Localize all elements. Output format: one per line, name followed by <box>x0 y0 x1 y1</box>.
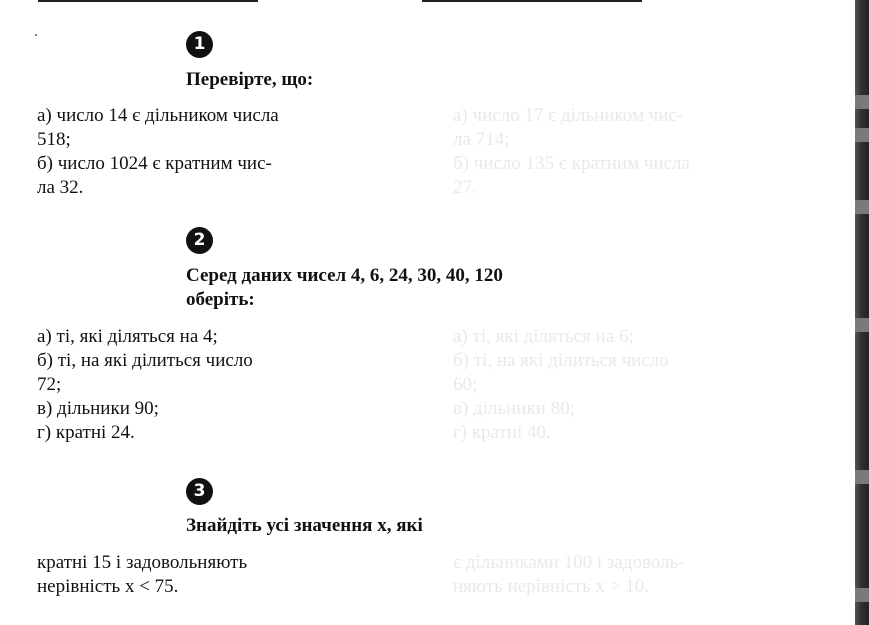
task-1-left-line: а) число 14 є дільником числа <box>37 105 279 126</box>
task-2-right-line: а) ті, які діляться на 6; <box>453 326 634 347</box>
task-1-right-column-faded <box>453 104 803 200</box>
task-1-left-line: 518; <box>37 129 71 150</box>
task-1-left-line: ла 32. <box>37 177 84 198</box>
task-3-right-line: є дільниками 100 і задоволь- <box>453 552 685 573</box>
task-2-left-column <box>37 325 397 445</box>
task-1-title: Перевірте, що: <box>186 69 314 90</box>
task-3-right-column-faded <box>453 551 803 599</box>
task-2-left-line: б) ті, на які ділиться число <box>37 350 253 371</box>
task-1-right-line: ла 714; <box>453 129 510 150</box>
task-3-left-line: кратні 15 і задовольняють <box>37 552 248 573</box>
task-2-right-line: в) дільники 80; <box>453 398 575 419</box>
task-3-number-badge: 3 <box>186 478 213 505</box>
task-2-number-badge: 2 <box>186 227 213 254</box>
edge-mark <box>855 200 869 214</box>
task-2-right-line: 60; <box>453 374 478 395</box>
edge-mark <box>855 95 869 109</box>
edge-mark <box>855 318 869 332</box>
task-1-right-line: б) число 135 є кратним числа <box>453 153 690 174</box>
task-2-left-line: а) ті, які діляться на 4; <box>37 326 218 347</box>
task-2-title <box>186 264 706 312</box>
edge-mark <box>855 128 869 142</box>
edge-mark <box>855 588 869 602</box>
task-2-left-line: в) дільники 90; <box>37 398 159 419</box>
task-2-right-column-faded <box>453 325 803 445</box>
page-edge-shadow <box>855 0 869 625</box>
task-1-left-column <box>37 104 397 200</box>
top-rule-left <box>38 0 258 2</box>
task-3-title: Знайдіть усі значення x, які <box>186 515 423 536</box>
task-2-right-line: г) кратні 40. <box>453 422 551 443</box>
task-1-right-line: а) число 17 є дільником чис- <box>453 105 684 126</box>
edge-mark <box>855 470 869 484</box>
task-3-right-line: няють нерівність x > 10. <box>453 576 649 597</box>
task-1-right-line: 27. <box>453 177 477 198</box>
task-2-left-line: 72; <box>37 374 62 395</box>
task-1-number-badge: 1 <box>186 31 213 58</box>
task-2-left-line: г) кратні 24. <box>37 422 135 443</box>
task-3-left-column <box>37 551 397 599</box>
task-3-left-line: нерівність x < 75. <box>37 576 179 597</box>
task-2-title-line: Серед даних чисел 4, 6, 24, 30, 40, 120 <box>186 265 503 286</box>
task-1-left-line: б) число 1024 є кратним чис- <box>37 153 272 174</box>
top-rule-right <box>422 0 642 2</box>
task-2-title-line: оберіть: <box>186 289 255 310</box>
task-2-right-line: б) ті, на які ділиться число <box>453 350 669 371</box>
speck <box>35 34 37 36</box>
